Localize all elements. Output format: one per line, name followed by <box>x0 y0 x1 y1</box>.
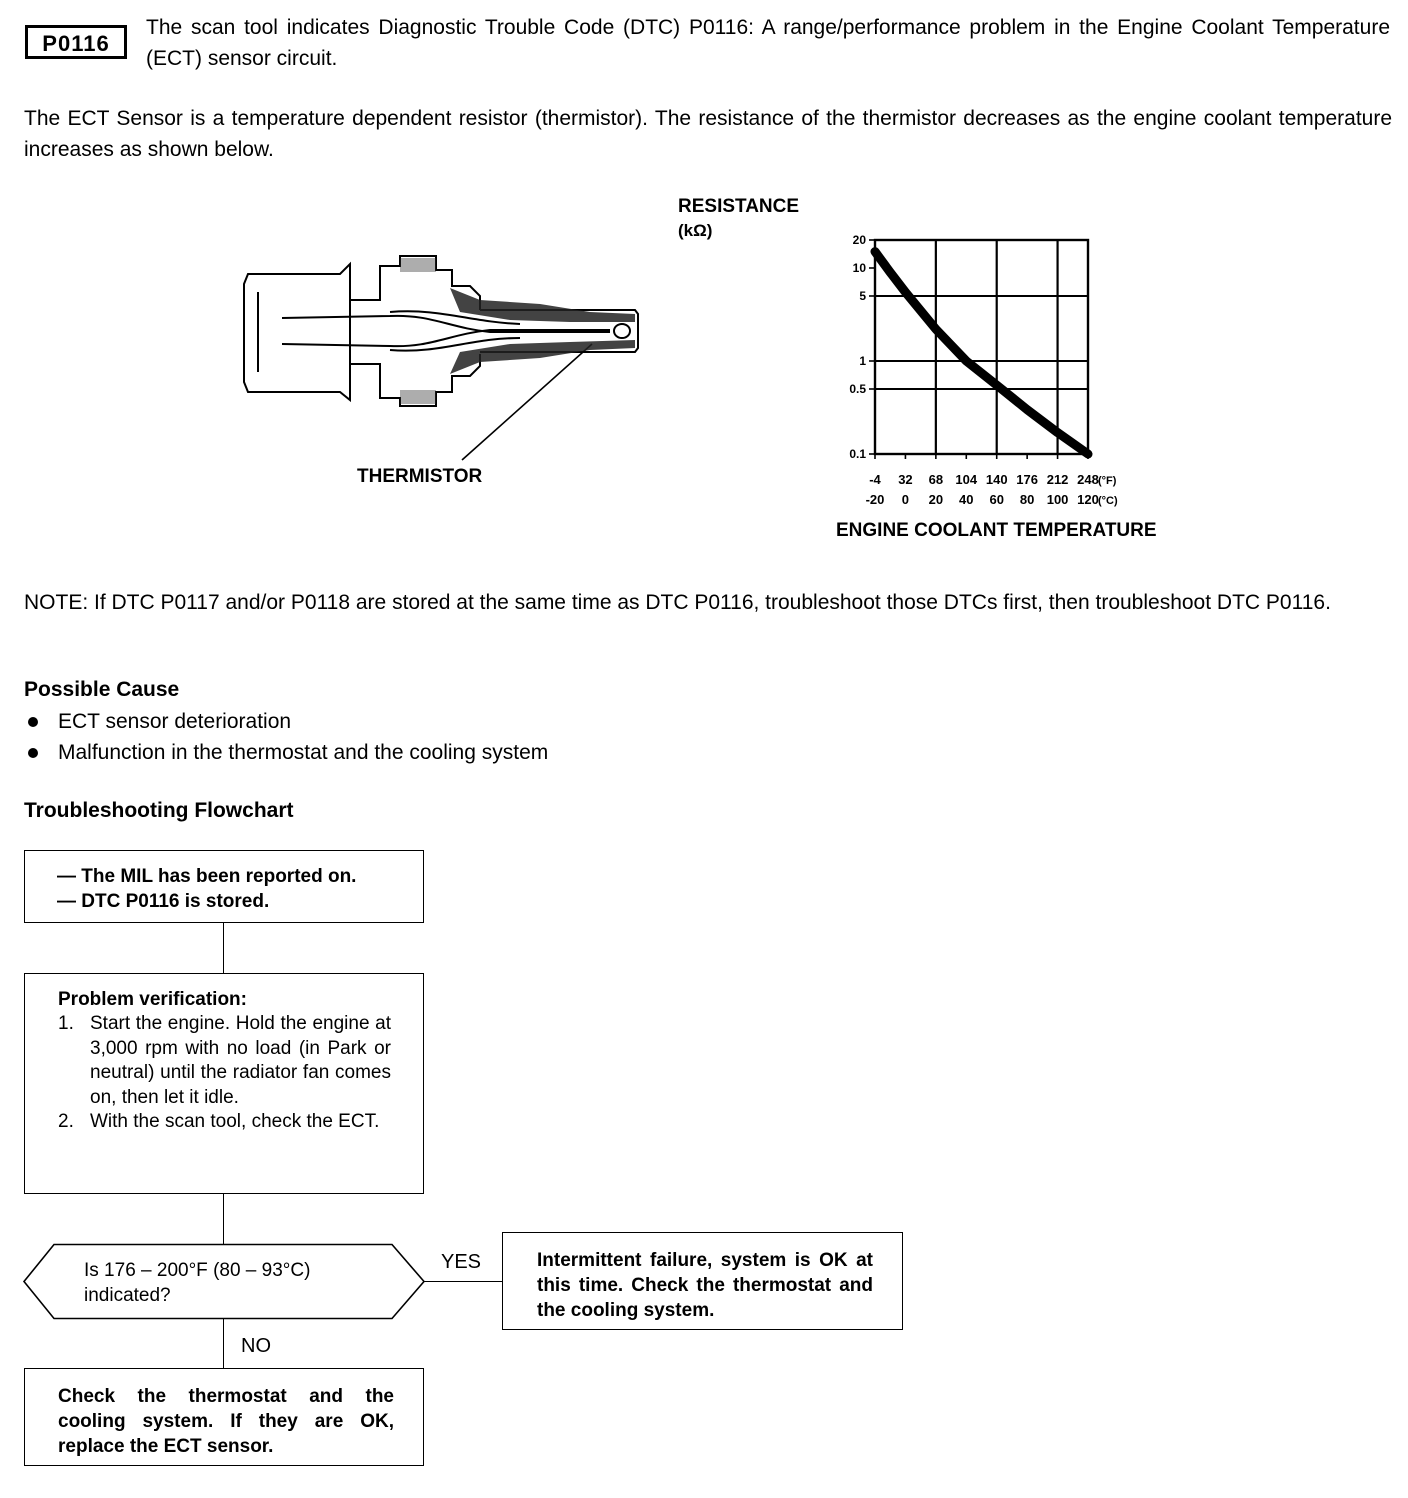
flow-start-box <box>24 850 424 923</box>
flow-verify-box <box>24 973 424 1194</box>
flow-yes-result-box <box>502 1232 903 1330</box>
verify-title: Problem verification: <box>58 989 247 1010</box>
no-connector-line <box>223 1319 224 1369</box>
x-tick-label-c: 40 <box>959 492 974 507</box>
decision-question: Is 176 – 200°F (80 – 93°C) indicated? <box>84 1260 311 1306</box>
intro-paragraph: The ECT Sensor is a temperature dependent resistor (thermistor). The resistance of the thermistor decreases as the engine coolant temperature increases as shown below. <box>24 107 1392 161</box>
y-tick-label: 1 <box>859 353 866 368</box>
x-tick-label-f: -4 <box>869 472 881 487</box>
resistance-chart <box>830 228 1170 518</box>
connector-line <box>223 1194 224 1244</box>
dtc-code-badge: P0116 <box>26 26 126 58</box>
flowchart-heading: Troubleshooting Flowchart <box>24 799 294 822</box>
x-tick-label-f: 32 <box>898 472 913 487</box>
x-tick-label-c: 0 <box>901 492 910 507</box>
possible-cause-heading: Possible Cause <box>24 678 180 701</box>
list-item: ECT sensor deterioration <box>24 706 924 737</box>
x-tick-label-c: 100 <box>1046 492 1069 507</box>
x-tick-label-c: 20 <box>928 492 944 507</box>
chart-ylabel-unit: (kΩ) <box>678 221 713 240</box>
chart-ylabel: RESISTANCE <box>678 196 800 217</box>
yes-result-text: Intermittent failure, system is OK at this time. Check the thermostat and the cooling system. <box>537 1250 873 1321</box>
chart-xlabel: ENGINE COOLANT TEMPERATURE <box>836 520 1157 541</box>
dtc-description: The scan tool indicates Diagnostic Trouble Code (DTC) P0116: A range/performance problem in the Engine Coolant Temperature (ECT) sensor circuit. <box>146 16 1390 70</box>
yes-connector-line <box>424 1281 503 1282</box>
x-tick-label-f: 140 <box>985 472 1008 487</box>
x-tick-label-f: 248 <box>1077 472 1099 487</box>
x-tick-label-f: 212 <box>1046 472 1069 487</box>
start-line-2: — DTC P0116 is stored. <box>57 891 270 912</box>
x-tick-label-c: -20 <box>865 492 885 507</box>
no-label: NO <box>241 1335 271 1357</box>
x-tick-label-c: 60 <box>989 492 1004 507</box>
start-line-1: — The MIL has been reported on. <box>57 866 357 887</box>
verify-step: 2. With the scan tool, check the ECT. <box>58 1111 380 1132</box>
no-result-text: Check the thermostat and the cooling system. If they are OK, replace the ECT sensor. <box>58 1386 394 1457</box>
x-tick-label-f: 104 <box>955 472 978 487</box>
x-tick-label-f: 68 <box>928 472 944 487</box>
flow-no-result-box <box>24 1368 424 1466</box>
possible-cause-list <box>24 706 924 768</box>
y-tick-label: 20 <box>852 233 866 247</box>
x-unit-f: (°F) <box>1098 475 1117 487</box>
thermistor-label: THERMISTOR <box>357 466 483 487</box>
y-tick-label: 10 <box>852 260 866 275</box>
y-tick-label: 0.5 <box>849 381 866 396</box>
x-tick-label-c: 80 <box>1019 492 1035 507</box>
verify-step: 1. Start the engine. Hold the engine at 3,000 rpm with no load (in Park or neutral) until the radiator fan comes on, then let it idle. <box>58 1013 391 1108</box>
x-tick-label-f: 176 <box>1016 472 1038 487</box>
x-tick-label-c: 120 <box>1077 492 1099 507</box>
ect-sensor-illustration <box>240 252 660 502</box>
note-paragraph: NOTE: If DTC P0117 and/or P0118 are stored at the same time as DTC P0116, troubleshoot those DTCs first, then troubleshoot DTC P0116. <box>24 591 1331 614</box>
connector-line <box>223 923 224 973</box>
chart-plot-frame <box>875 240 1088 454</box>
list-item: Malfunction in the thermostat and the cooling system <box>24 737 924 768</box>
y-tick-label: 5 <box>859 288 866 303</box>
yes-label: YES <box>441 1251 482 1273</box>
x-unit-c: (°C) <box>1098 495 1118 507</box>
y-tick-label: 0.1 <box>849 447 866 461</box>
resistance-curve <box>875 252 1088 454</box>
verify-steps <box>58 1012 391 1135</box>
